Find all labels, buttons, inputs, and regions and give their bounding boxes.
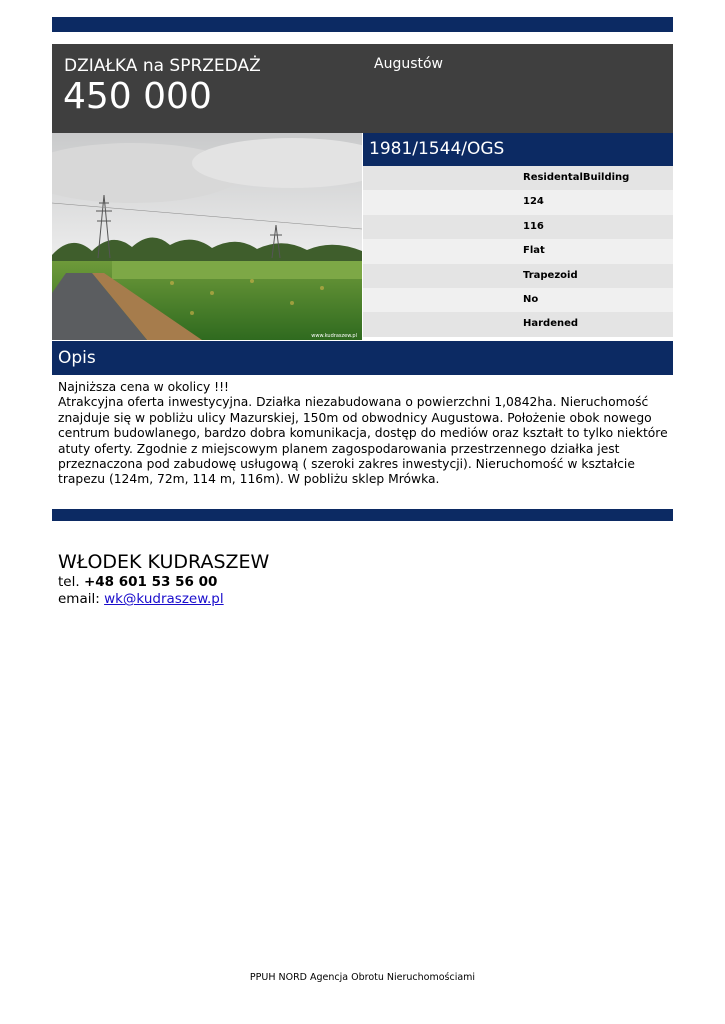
agent-phone-line bbox=[58, 574, 269, 590]
agent-contact bbox=[58, 551, 269, 607]
email-link[interactable]: wk@kudraszew.pl bbox=[104, 591, 224, 607]
description-line: atuty oferty. Zgodnie z miejscowym planem zagospodarowania przestrzennego działka jest bbox=[58, 441, 620, 456]
description-line: Atrakcyjna oferta inwestycyjna. Działka niezabudowana o powierzchni 1,0842ha. Nieruchomość bbox=[58, 395, 649, 410]
email-label: email: bbox=[58, 591, 100, 607]
agent-email-line bbox=[58, 591, 269, 607]
description-heading-bar bbox=[52, 341, 673, 375]
attribute-row: Hardened bbox=[363, 312, 673, 336]
attribute-row: Trapezoid bbox=[363, 264, 673, 288]
description-line: znajduje się w pobliżu ulicy Mazurskiej, 150m od obwodnicy Augustowa. Położenie obok nowego bbox=[58, 410, 652, 425]
property-details bbox=[363, 133, 673, 337]
description-line: przeznaczona pod zabudowę usługową ( szeroki zakres inwestycji). Nieruchomość w kształcie bbox=[58, 457, 635, 472]
phone-label: tel. bbox=[58, 574, 80, 590]
attribute-row: No bbox=[363, 288, 673, 312]
description-line: Najniższa cena w okolicy !!! bbox=[58, 380, 229, 394]
footer-company: PPUH NORD Agencja Obrotu Nieruchomościami bbox=[249, 972, 476, 983]
attribute-row: 116 bbox=[363, 215, 673, 239]
listing-type: DZIAŁKA na SPRZEDAŻ bbox=[64, 56, 261, 76]
attribute-row: Flat bbox=[363, 239, 673, 263]
reference-number: 1981/1544/OGS bbox=[363, 133, 673, 166]
listing-price: 450 000 bbox=[63, 76, 212, 117]
listing-city: Augustów bbox=[374, 56, 444, 72]
attribute-row: 124 bbox=[363, 190, 673, 214]
photo-watermark: www.kudraszew.pl bbox=[311, 333, 357, 339]
description-text bbox=[58, 380, 668, 488]
bottom-banner-bar bbox=[52, 509, 673, 521]
description-heading: Opis bbox=[58, 348, 96, 368]
listing-header bbox=[52, 44, 673, 133]
property-photo bbox=[52, 133, 362, 340]
description-line: centrum budowlanego, bardzo dobra komunikacja, dostęp do mediów oraz kształt to tylko niektóre bbox=[58, 426, 668, 441]
phone-number[interactable]: +48 601 53 56 00 bbox=[83, 574, 218, 590]
top-banner-bar bbox=[52, 17, 673, 32]
attribute-row: ResidentalBuilding bbox=[363, 166, 673, 190]
agent-name: WŁODEK KUDRASZEW bbox=[58, 551, 270, 573]
description-line: trapezu (124m, 72m, 114 m, 116m). W pobliżu sklep Mrówka. bbox=[58, 472, 440, 487]
